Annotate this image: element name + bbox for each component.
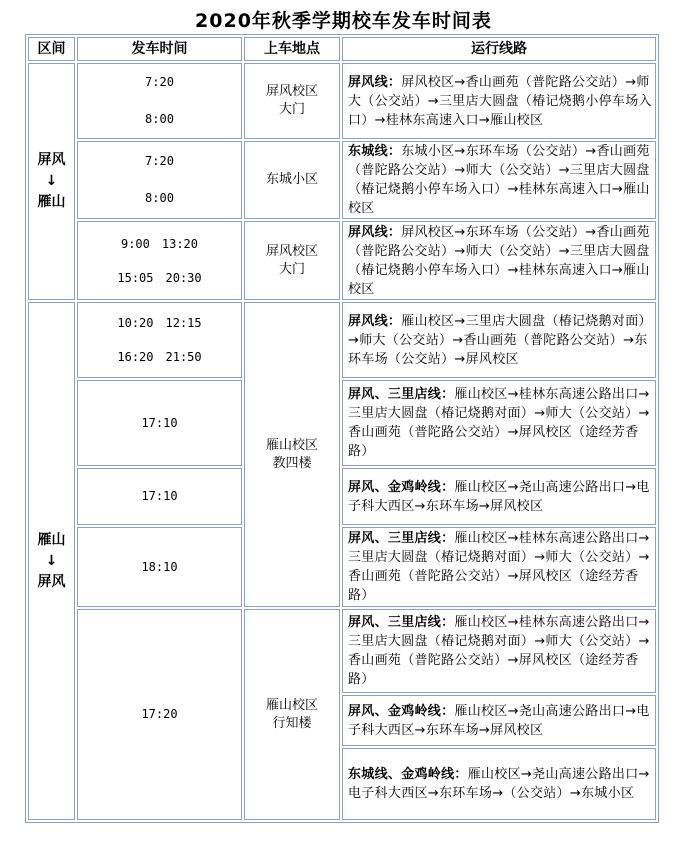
header-route: 运行线路: [342, 37, 656, 61]
departure-time: 7:20 8:00: [77, 141, 242, 219]
table-row: [28, 468, 656, 525]
departure-time: 18:10: [77, 527, 242, 607]
route-cell: 屏风线：雁山校区→三里店大圆盘（椿记烧鹅对面）→师大（公交站）→香山画苑（普陀路公交站）→东环车场（公交站）→屏风校区: [342, 302, 656, 378]
route-cell: 东城线：东城小区→东环车场（公交站）→香山画苑（普陀路公交站）→师大（公交站）→三里店大圆盘（椿记烧鹅小停车场入口）→桂林东高速入口→雁山校区: [342, 141, 656, 219]
table-row: [28, 63, 656, 139]
departure-time: 17:10: [77, 380, 242, 466]
departure-time: 10:20 12:15 16:20 21:50: [77, 302, 242, 378]
table-row: [28, 221, 656, 300]
route-cell: 东城线、金鸡岭线：雁山校区→尧山高速公路出口→电子科大西区→东环车场→（公交站）→东城小区: [342, 748, 656, 820]
route-cell: 屏风、三里店线：雁山校区→桂林东高速公路出口→三里店大圆盘（椿记烧鹅对面）→师大（公交站）→香山画苑（普陀路公交站）→屏风校区（途经芳香路）: [342, 527, 656, 607]
boarding-stop: 雁山校区 教四楼: [244, 302, 340, 607]
table-row: [28, 380, 656, 466]
route-cell: 屏风、金鸡岭线：雁山校区→尧山高速公路出口→电子科大西区→东环车场→屏风校区: [342, 468, 656, 525]
departure-time: 17:10: [77, 468, 242, 525]
boarding-stop: 东城小区: [244, 141, 340, 219]
table-row: [28, 302, 656, 378]
route-cell: 屏风线：屏风校区→香山画苑（普陀路公交站）→师大（公交站）→三里店大圆盘（椿记烧鹅小停车场入口）→桂林东高速入口→雁山校区: [342, 63, 656, 139]
table-row: [28, 141, 656, 219]
route-cell: 屏风、三里店线：雁山校区→桂林东高速公路出口→三里店大圆盘（椿记烧鹅对面）→师大（公交站）→香山画苑（普陀路公交站）→屏风校区（途经芳香路）: [342, 380, 656, 466]
table-row: [28, 527, 656, 607]
route-cell: 屏风、三里店线：雁山校区→桂林东高速公路出口→三里店大圆盘（椿记烧鹅对面）→师大（公交站）→香山画苑（普陀路公交站）→屏风校区（途经芳香路）: [342, 609, 656, 693]
schedule-table: [25, 34, 659, 823]
region-yanshan-to-pingfeng: 雁山 ↓ 屏风: [28, 302, 75, 820]
departure-time: 17:20: [77, 609, 242, 820]
boarding-stop: 屏风校区 大门: [244, 63, 340, 139]
route-cell: 屏风线：屏风校区→东环车场（公交站）→香山画苑（普陀路公交站）→师大（公交站）→三里店大圆盘（椿记烧鹅小停车场入口）→桂林东高速入口→雁山校区: [342, 221, 656, 300]
departure-time: 9:00 13:20 15:05 20:30: [77, 221, 242, 300]
header-row: [28, 37, 656, 61]
header-region: 区间: [28, 37, 75, 61]
departure-time: 7:20 8:00: [77, 63, 242, 139]
boarding-stop: 雁山校区 行知楼: [244, 609, 340, 820]
boarding-stop: 屏风校区 大门: [244, 221, 340, 300]
table-row: [28, 609, 656, 693]
route-cell: 屏风、金鸡岭线：雁山校区→尧山高速公路出口→电子科大西区→东环车场→屏风校区: [342, 695, 656, 746]
header-time: 发车时间: [77, 37, 242, 61]
region-pingfeng-to-yanshan: 屏风 ↓ 雁山: [28, 63, 75, 300]
page-title: 2020年秋季学期校车发车时间表: [195, 10, 492, 32]
header-stop: 上车地点: [244, 37, 340, 61]
